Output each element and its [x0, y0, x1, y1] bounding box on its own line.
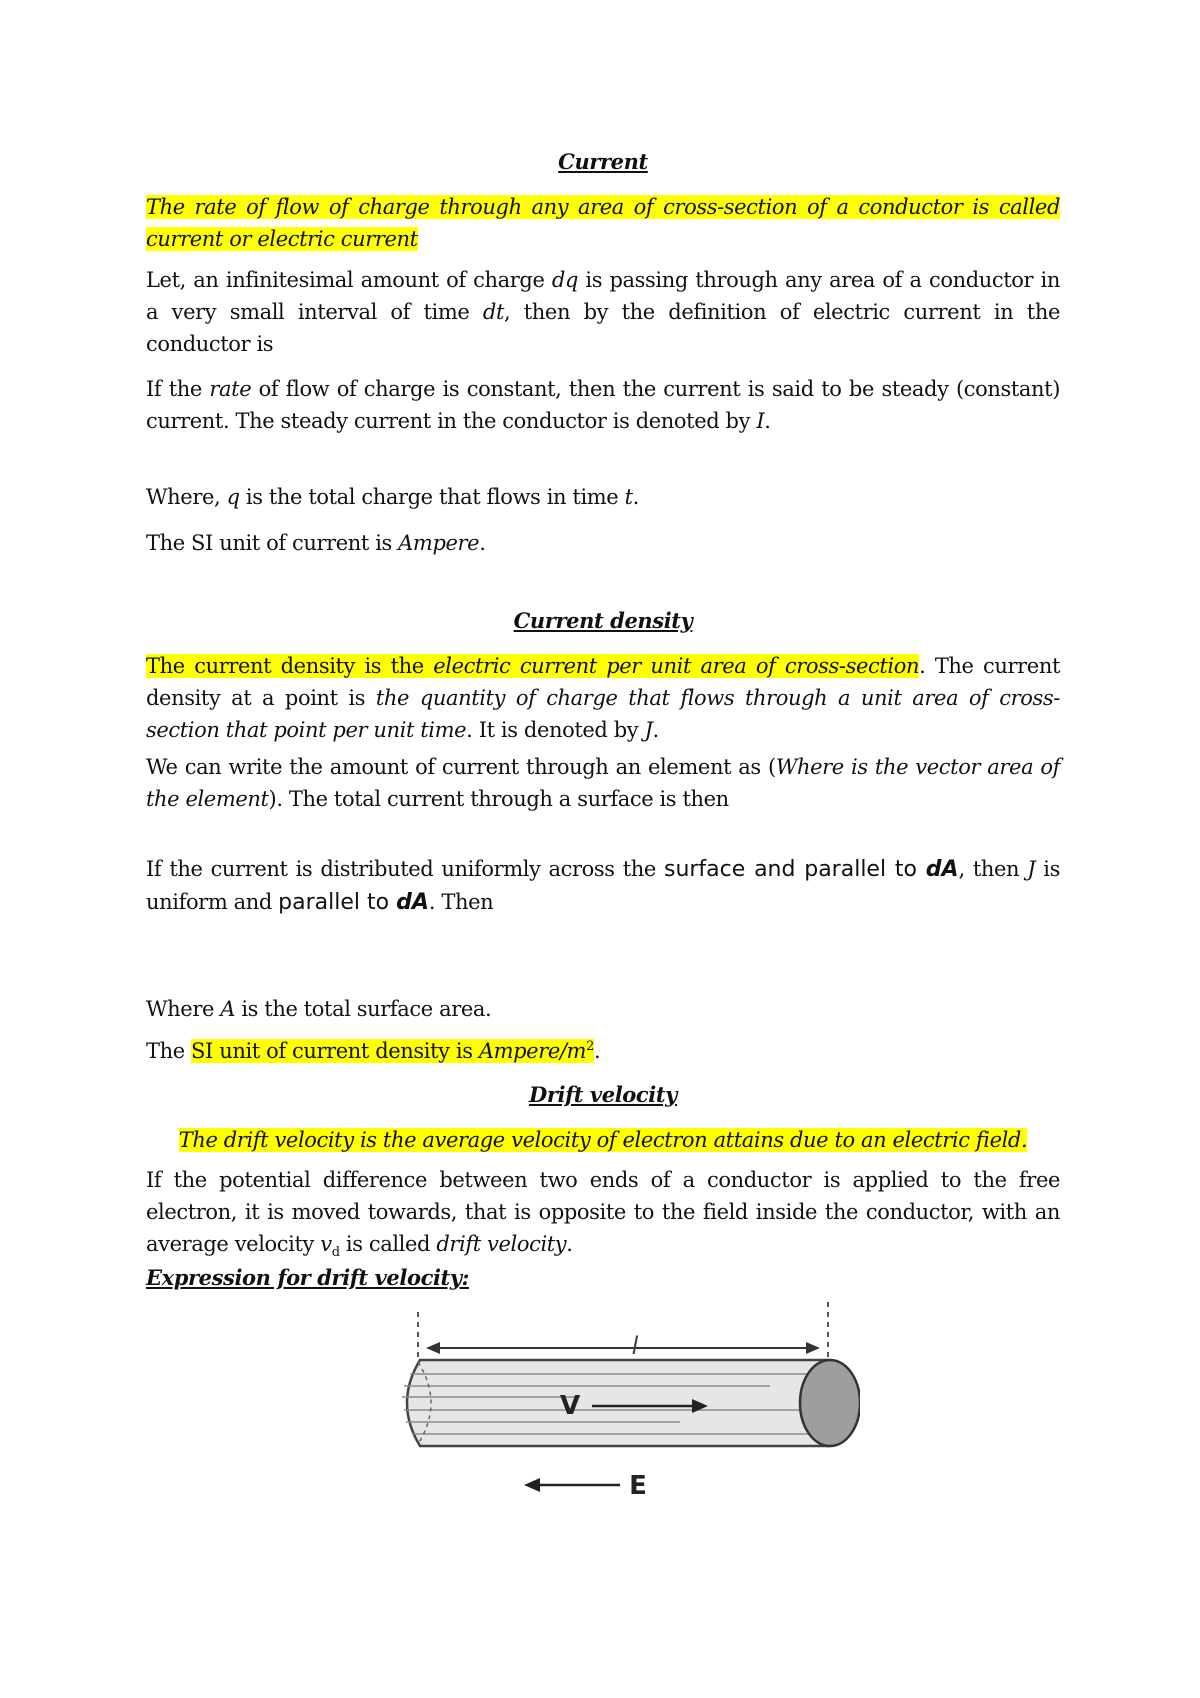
text: . The current density at a point is: [146, 654, 1060, 710]
cylinder-body: [407, 1360, 846, 1446]
var-A: A: [220, 997, 236, 1021]
text: the quantity of charge that flows through a unit area of cross-section that point per unit time: [146, 686, 1060, 742]
text: is uniform and: [146, 857, 1060, 914]
text: parallel to: [278, 890, 397, 915]
density-para-4: [146, 1035, 1060, 1067]
unit-ampere: Ampere: [398, 531, 480, 555]
text: .: [652, 718, 659, 742]
text: surface and parallel to: [663, 857, 926, 882]
text: Where is the vector area of the element: [146, 755, 1061, 811]
var-v: v: [320, 1232, 332, 1256]
current-para-3: [146, 481, 1060, 513]
var-dA: dA: [396, 890, 429, 915]
var-dt: dt: [482, 300, 504, 324]
word-rate: rate: [209, 377, 252, 401]
length-label: l: [631, 1332, 639, 1360]
var-I: I: [756, 409, 765, 433]
text: Let, an infinitesimal amount of charge: [146, 268, 552, 292]
text: is the total surface area.: [235, 997, 492, 1021]
text: The current density is the: [146, 654, 434, 678]
current-para-1: [146, 264, 1060, 360]
subscript: d: [331, 1245, 340, 1261]
text: .: [593, 1039, 601, 1063]
field-arrow-head: [524, 1478, 540, 1492]
heading-drift-velocity: [146, 1079, 1060, 1111]
var-dA: dA: [925, 857, 959, 882]
text: We can write the amount of current through an element as (: [146, 755, 776, 779]
text: , then by the definition of electric current in the conductor is: [146, 300, 1060, 356]
field-label: E: [629, 1471, 647, 1501]
superscript: 2: [586, 1039, 594, 1054]
text: The SI unit of current is: [146, 531, 399, 555]
velocity-label: V: [559, 1391, 581, 1421]
text: .: [566, 1232, 573, 1256]
density-para-3: [146, 993, 1060, 1025]
expression-heading: [146, 1262, 1060, 1294]
text: .: [764, 409, 771, 433]
var-J: J: [644, 718, 653, 742]
text: of flow of charge is constant, then the current is said to be steady (constant) current. The steady current in the conductor is denoted by: [146, 377, 1061, 433]
text: .: [479, 531, 486, 555]
text: Where,: [146, 485, 227, 509]
current-definition: [146, 191, 1060, 255]
text: . Then: [428, 890, 494, 914]
text: . It is denoted by: [466, 718, 645, 742]
density-para-2: [146, 853, 1060, 919]
drift-definition: [146, 1124, 1060, 1156]
text: electric current per unit area of cross-section: [433, 654, 920, 678]
drift-para-1: [146, 1164, 1060, 1260]
unit-ampere-per-m: Ampere/m: [478, 1039, 587, 1063]
density-para-1: [146, 751, 1060, 815]
heading-current-density-text: Current density: [513, 608, 693, 633]
text: SI unit of current density is: [191, 1039, 479, 1063]
var-dq: dq: [551, 268, 578, 292]
text: ). The total current through a surface is then: [268, 787, 729, 811]
text: drift velocity: [436, 1232, 567, 1256]
text: .: [632, 485, 639, 509]
expression-heading-text: Expression for drift velocity:: [146, 1265, 469, 1290]
heading-current-density: [146, 605, 1060, 637]
text: If the: [146, 377, 210, 401]
conductor-figure: [380, 1300, 860, 1650]
length-arrow-head-left: [426, 1342, 440, 1354]
text: , then: [958, 857, 1028, 881]
text: If the potential difference between two ends of a conductor is applied to the free electron, it is moved towards, that is opposite to the field inside the conductor, with an average velocity: [146, 1168, 1060, 1256]
heading-current-text: Current: [558, 149, 648, 174]
var-q: q: [226, 485, 240, 509]
text: If the current is distributed uniformly across the: [146, 857, 664, 881]
var-t: t: [624, 485, 633, 509]
text: is the total charge that flows in time: [239, 485, 625, 509]
text: is passing through any area of a conductor in a very small interval of time: [146, 268, 1060, 324]
heading-current: [146, 146, 1060, 178]
current-para-2: [146, 373, 1060, 437]
var-J: J: [1027, 857, 1036, 881]
heading-drift-velocity-text: Drift velocity: [529, 1082, 677, 1107]
text: is called: [339, 1232, 437, 1256]
length-arrow-head-right: [806, 1342, 820, 1354]
current-para-4: [146, 527, 1060, 559]
text: The: [146, 1039, 192, 1063]
drift-definition-text: The drift velocity is the average velocity of electron attains due to an electric field.: [178, 1128, 1028, 1152]
text: Where: [146, 997, 221, 1021]
cylinder-end-face: [800, 1360, 860, 1446]
density-definition: [146, 650, 1060, 746]
current-definition-text: The rate of flow of charge through any area of cross-section of a conductor is called current or electric current: [146, 195, 1060, 251]
